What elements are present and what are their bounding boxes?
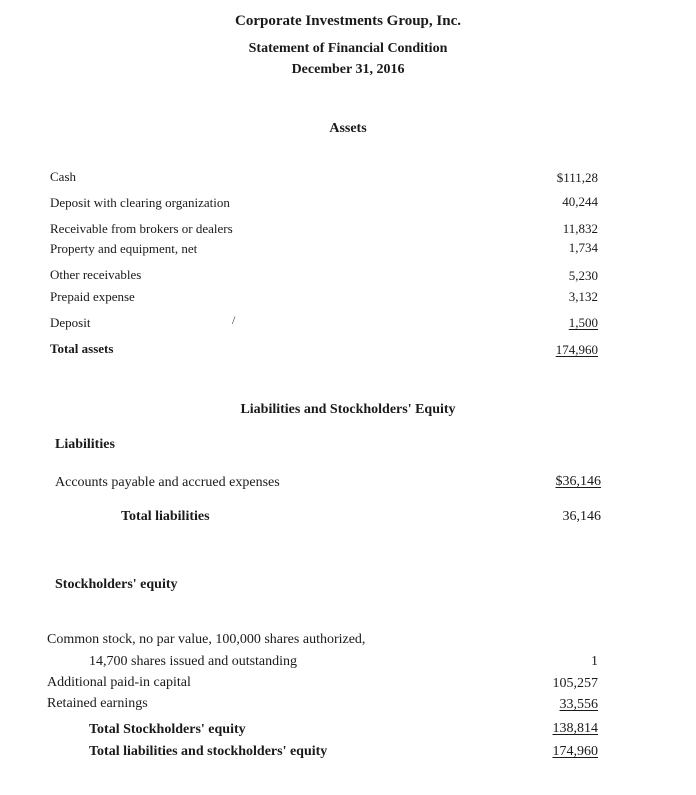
- asset-value-other-receivables: 5,230: [568, 268, 598, 283]
- total-equity-label: Total Stockholders' equity: [89, 722, 246, 737]
- common-stock-value: 1: [591, 654, 598, 669]
- total-liabilities-equity-label: Total liabilities and stockholders' equity: [89, 744, 328, 759]
- statement-title: Statement of Financial Condition: [248, 41, 448, 56]
- total-liabilities-label: Total liabilities: [121, 509, 210, 524]
- asset-value-property-equipment: 1,734: [568, 240, 598, 255]
- assets-heading: Assets: [329, 121, 367, 136]
- asset-label-cash: Cash: [50, 169, 76, 184]
- asset-label-deposit: Deposit: [50, 315, 91, 330]
- equity-value-retained-earnings: 33,556: [559, 697, 598, 712]
- total-liabilities-equity-value: 174,960: [552, 744, 598, 759]
- asset-value-receivable-brokers: 11,832: [562, 221, 598, 236]
- asset-value-prepaid-expense: 3,132: [568, 289, 598, 304]
- stray-mark: /: [232, 313, 236, 327]
- total-liabilities-value: 36,146: [562, 509, 601, 524]
- total-assets-label: Total assets: [50, 341, 114, 356]
- liabilities-equity-heading: Liabilities and Stockholders' Equity: [240, 402, 456, 417]
- equity-label-apic: Additional paid-in capital: [47, 675, 191, 690]
- asset-label-property-equipment: Property and equipment, net: [50, 241, 198, 256]
- asset-label-clearing-deposit: Deposit with clearing organization: [50, 195, 230, 210]
- asset-value-clearing-deposit: 40,244: [562, 194, 598, 209]
- equity-label-retained-earnings: Retained earnings: [47, 696, 148, 711]
- statement-date: December 31, 2016: [291, 62, 405, 77]
- common-stock-line2: 14,700 shares issued and outstanding: [89, 654, 298, 669]
- liability-label-accounts-payable: Accounts payable and accrued expenses: [55, 475, 280, 490]
- asset-label-receivable-brokers: Receivable from brokers or dealers: [50, 221, 233, 236]
- company-name: Corporate Investments Group, Inc.: [235, 13, 461, 29]
- asset-label-prepaid-expense: Prepaid expense: [50, 289, 135, 304]
- asset-value-deposit: 1,500: [568, 315, 598, 330]
- total-equity-value: 138,814: [552, 721, 598, 736]
- liabilities-heading: Liabilities: [55, 437, 115, 452]
- asset-value-cash: $111,28: [556, 170, 598, 185]
- common-stock-line1: Common stock, no par value, 100,000 shares authorized,: [47, 632, 366, 647]
- equity-heading: Stockholders' equity: [55, 577, 178, 592]
- total-assets-value: 174,960: [555, 342, 598, 357]
- equity-value-apic: 105,257: [552, 676, 598, 691]
- liability-value-accounts-payable: $36,146: [555, 474, 601, 489]
- asset-label-other-receivables: Other receivables: [50, 267, 142, 282]
